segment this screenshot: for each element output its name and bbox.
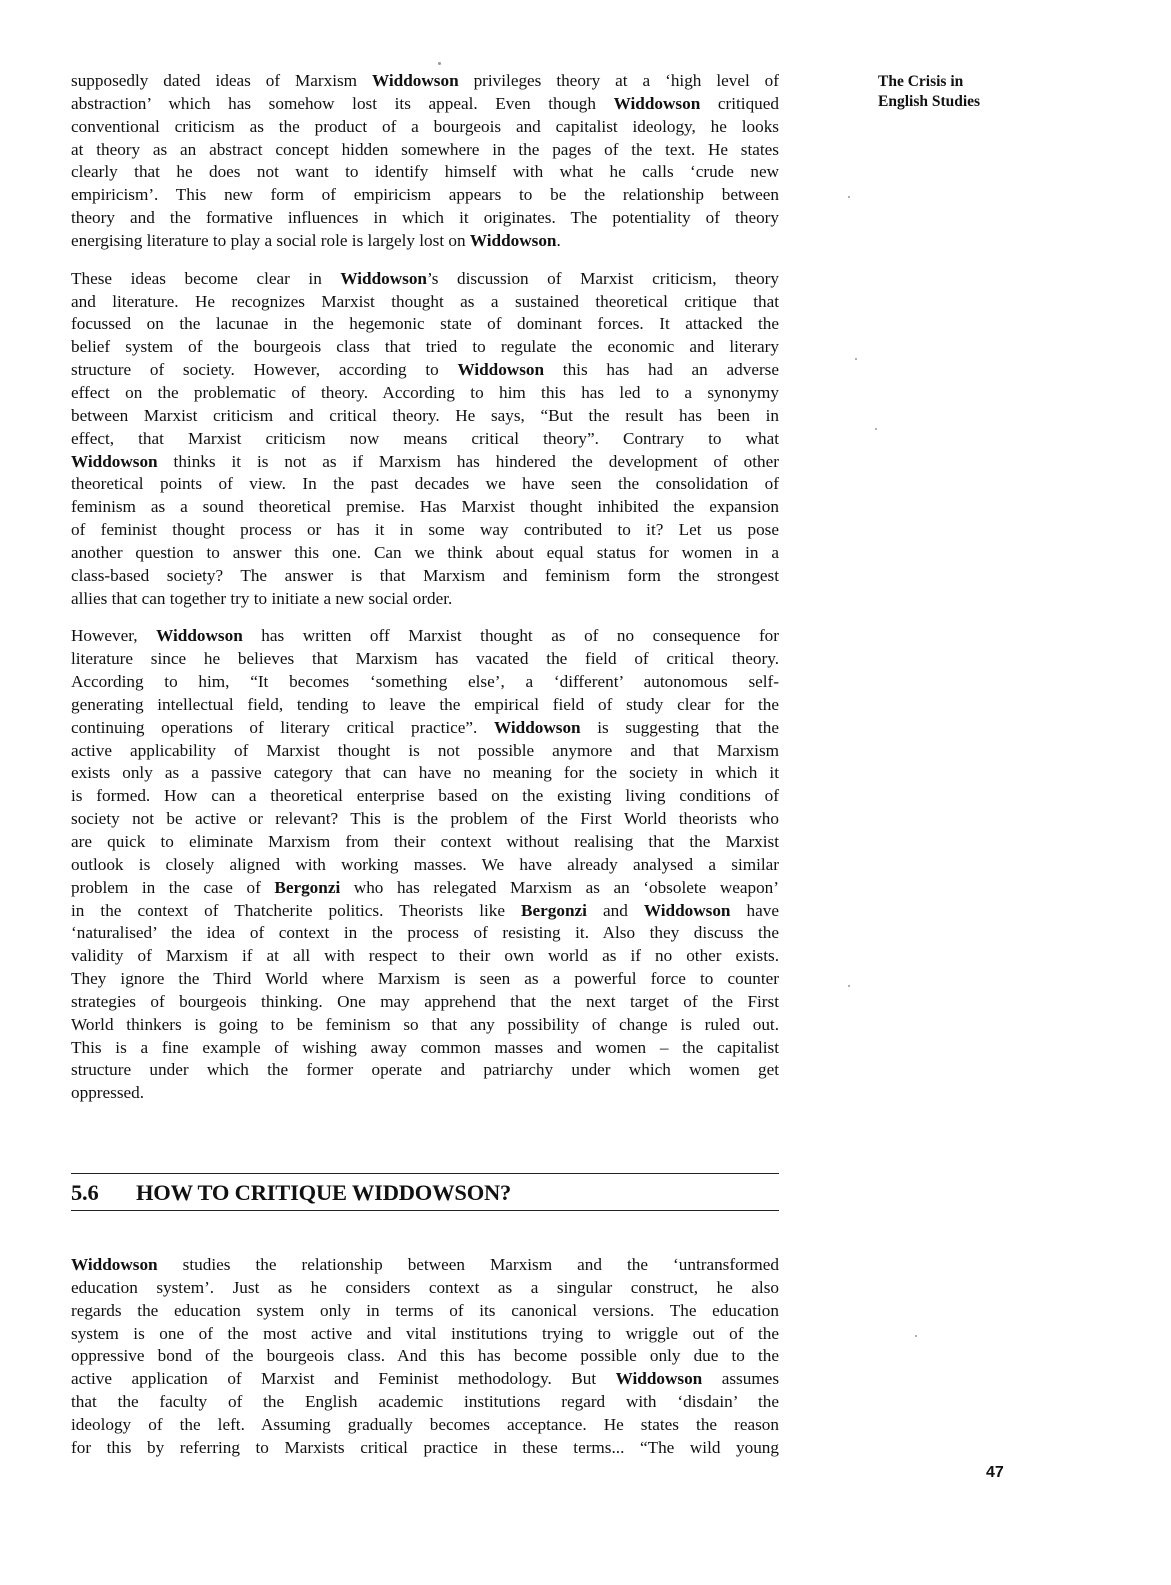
text-run: of feminist thought process or has it in some way contributed to it? Let us pose [71,520,779,540]
text-line [71,473,779,496]
text-run: active applicability of Marxist thought is not possible anymore and that Marxism [71,740,779,760]
text-run: and literature. He recognizes Marxist thought as a sustained theoretical critique that [71,291,779,311]
text-run: structure of society. However, according to [71,360,458,380]
text-run: continuing operations of literary critical practice”. [71,717,494,737]
text-line [71,625,779,648]
bold-name: Widdowson [457,360,545,380]
text-run: privileges theory at a ‘high level of [458,71,780,90]
text-run: class-based society? The answer is that Marxism and feminism form the strongest [71,565,779,585]
text-run: is suggesting that the [580,717,779,737]
bold-name: Widdowson [156,626,243,646]
text-line [71,542,779,565]
text-line [71,70,779,93]
text-line [71,854,779,877]
bold-name: Bergonzi [274,877,341,897]
text-run: belief system of the bourgeois class that tried to regulate the economic and literary [71,337,779,357]
text-run: ideology of the left. Assuming gradually becomes acceptance. He states the reason [71,1414,779,1434]
text-line [71,785,779,808]
text-run: empiricism’. This new form of empiricism appears to be the relationship between [71,185,779,205]
section-heading [71,1174,779,1210]
text-run: ‘naturalised’ the idea of context in the process of resisting it. Also they discuss the [71,923,779,943]
text-line [71,1391,779,1414]
text-line [71,268,779,291]
scan-speck [915,1335,917,1337]
text-run: active application of Marxist and Feminist methodology. But [71,1369,616,1389]
bold-name: Widdowson [494,717,581,737]
text-run: According to him, “It becomes ‘something else’, a ‘different’ autonomous self- [71,672,779,692]
text-line [71,1300,779,1323]
text-line [71,900,779,923]
running-header [878,72,980,112]
text-line [71,1059,779,1082]
text-run: World thinkers is going to be feminism so that any possibility of change is ruled out. [71,1014,779,1034]
main-text-column [71,70,779,1105]
text-line [71,139,779,162]
bold-name: Widdowson [340,268,427,288]
text-run: has written off Marxist thought as of no consequence for [242,626,779,646]
text-line [71,184,779,207]
text-run: They ignore the Third World where Marxism is seen as a powerful force to counter [71,969,779,989]
body-paragraph [71,268,779,611]
scan-speck [875,428,877,430]
text-line [71,877,779,900]
text-line [71,1368,779,1391]
text-run: oppressive bond of the bourgeois class. And this has become possible only due to the [71,1346,779,1366]
bold-name: Bergonzi [521,900,587,920]
text-run: system is one of the most active and vital institutions trying to wriggle out of the [71,1323,779,1343]
text-run: another question to answer this one. Can we think about equal status for women in a [71,542,779,562]
text-line [71,451,779,474]
text-line [71,648,779,671]
text-line [71,313,779,336]
text-line [71,1254,779,1277]
text-line [71,161,779,184]
text-run: thinks it is not as if Marxism has hindered the development of other [157,451,779,471]
text-run: that the faculty of the English academic institutions regard with ‘disdain’ the [71,1392,779,1412]
text-run: literature since he believes that Marxism has vacated the field of critical theory. [71,649,779,669]
text-run: supposedly dated ideas of Marxism [71,71,373,90]
text-line [71,565,779,588]
page-number: 47 [986,1464,1004,1481]
text-line [71,694,779,717]
bold-name: Widdowson [71,1255,158,1274]
text-run: These ideas become clear in [71,268,341,288]
heading-bottom-rule [71,1210,779,1211]
text-run: . [556,230,561,250]
text-run: generating intellectual field, tending to leave the empirical field of study clear for the [71,694,779,714]
text-line [71,519,779,542]
text-run: abstraction’ which has somehow lost its appeal. Even though [71,93,614,113]
text-run: for this by referring to Marxists critical practice in these terms... “The wild young [71,1437,779,1457]
body-paragraph [71,625,779,1105]
text-run: effect, that Marxist criticism now means critical theory”. Contrary to what [71,428,779,448]
text-run: is formed. How can a theoretical enterprise based on the existing living conditions of [71,786,779,806]
body-paragraph [71,70,779,253]
text-run: education system’. Just as he considers context as a singular construct, he also [71,1277,779,1297]
text-run: regards the education system only in terms of its canonical versions. The education [71,1300,779,1320]
bold-name: Widdowson [615,1369,703,1389]
running-header-line-1: The Crisis in [878,73,964,90]
text-run: studies the relationship between Marxism and the ‘untransformed [157,1255,779,1274]
text-line [71,1277,779,1300]
body-paragraph [71,1254,779,1460]
text-line [71,93,779,116]
text-run: exists only as a passive category that can have no meaning for the society in which it [71,763,779,783]
text-run: allies that can together try to initiate a new social order. [71,588,453,608]
text-line [71,1323,779,1346]
text-line [71,991,779,1014]
text-run: at theory as an abstract concept hidden somewhere in the pages of the text. He states [71,139,779,159]
text-line [71,717,779,740]
text-run: society not be active or relevant? This is the problem of the First World theorists who [71,809,779,829]
text-run: outlook is closely aligned with working masses. We have already analysed a similar [71,854,779,874]
text-run: between Marxist criticism and critical theory. He says, “But the result has been in [71,405,779,425]
bold-name: Widdowson [643,900,731,920]
text-run: energising literature to play a social role is largely lost on [71,230,470,250]
text-run: However, [71,626,157,646]
bold-name: Widdowson [71,451,158,471]
text-line [71,405,779,428]
text-run: this has had an adverse [544,360,779,380]
text-line [71,1082,779,1105]
text-run: structure under which the former operate and patriarchy under which women get [71,1060,779,1080]
text-line [71,230,779,253]
text-line [71,922,779,945]
text-line [71,496,779,519]
text-run: oppressed. [71,1083,145,1103]
text-line [71,831,779,854]
text-run: are quick to eliminate Marxism from their context without realising that the Marxist [71,832,779,851]
text-run: theory and the formative influences in which it originates. The potentiality of theory [71,208,779,228]
text-run: effect on the problematic of theory. According to him this has led to a synonymy [71,382,779,402]
text-run: ’s discussion of Marxist criticism, theory [426,268,779,288]
text-run: and [586,900,644,920]
text-run: have [730,900,780,920]
text-line [71,336,779,359]
text-line [71,740,779,763]
scan-speck [848,196,850,198]
section-body [71,1254,779,1460]
text-line [71,382,779,405]
scan-speck [848,985,850,987]
text-run: in the context of Thatcherite politics. Theorists like [71,900,522,920]
text-line [71,671,779,694]
running-header-line-2: English Studies [878,93,981,110]
bold-name: Widdowson [613,93,701,113]
text-line [71,1345,779,1368]
text-line [71,359,779,382]
text-line [71,1037,779,1060]
text-run: who has relegated Marxism as an ‘obsolete weapon’ [340,877,779,897]
text-line [71,762,779,785]
text-run: theoretical points of view. In the past decades we have seen the consolidation of [71,474,779,494]
text-line [71,1437,779,1460]
text-line [71,116,779,139]
section-heading-block [71,1173,779,1211]
scan-speck [438,62,441,65]
text-line [71,1014,779,1037]
text-line [71,1414,779,1437]
text-run: This is a fine example of wishing away common masses and women – the capitalist [71,1037,779,1057]
text-run: strategies of bourgeois thinking. One may apprehend that the next target of the First [71,991,779,1011]
bold-name: Widdowson [372,71,459,90]
text-line [71,207,779,230]
text-line [71,808,779,831]
bold-name: Widdowson [469,230,557,250]
text-run: critiqued [700,93,779,113]
text-line [71,968,779,991]
scan-speck [855,358,857,360]
section-title: HOW TO CRITIQUE WIDDOWSON? [136,1180,512,1205]
text-run: focussed on the lacunae in the hegemonic state of dominant forces. It attacked the [71,314,779,334]
text-run: problem in the case of [71,877,275,897]
text-run: validity of Marxism if at all with respect to their own world as if no other exists. [71,946,779,966]
text-line [71,428,779,451]
text-line [71,945,779,968]
text-run: conventional criticism as the product of a bourgeois and capitalist ideology, he looks [71,116,779,136]
text-line [71,588,779,611]
text-run: feminism as a sound theoretical premise. Has Marxist thought inhibited the expansion [71,497,779,517]
text-run: clearly that he does not want to identify himself with what he calls ‘crude new [71,162,779,182]
text-line [71,291,779,314]
text-run: assumes [702,1369,780,1389]
section-number: 5.6 [71,1180,99,1205]
